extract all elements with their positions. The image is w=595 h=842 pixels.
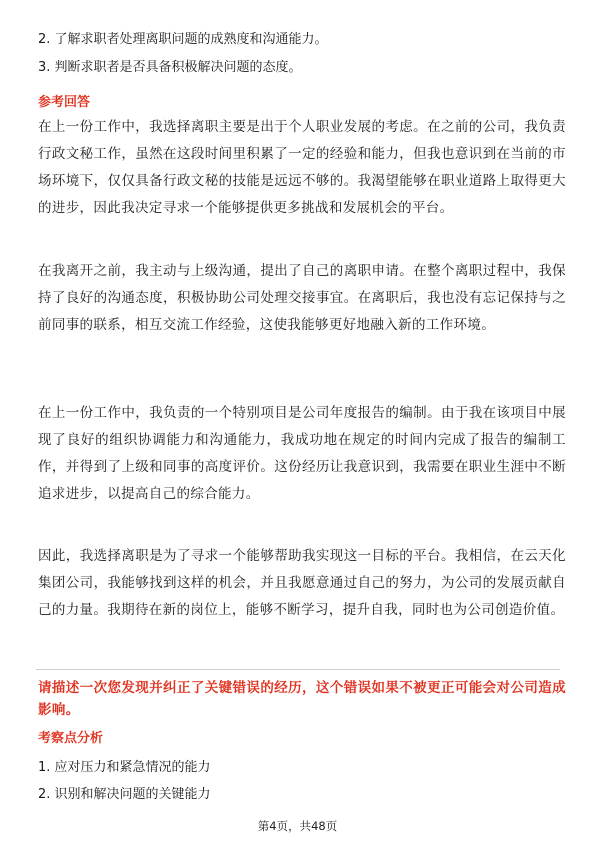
list-item: 2. 了解求职者处理离职问题的成熟度和沟通能力。: [38, 32, 328, 47]
divider: [36, 669, 560, 670]
answer-paragraph: 因此，我选择离职是为了寻求一个能够帮助我实现这一目标的平台。我相信，在云天化集团公司，我能够找到这样的机会，并且我愿意通过自己的努力，为公司的发展贡献自己的力量。我期待在新的岗位上，能够不断学习，提升自我，同时也为公司创造价值。: [38, 548, 566, 618]
section-heading-reference-answer: 参考回答: [38, 95, 91, 110]
answer-paragraph: 在上一份工作中，我负责的一个特别项目是公司年度报告的编制。由于我在该项目中展现了良好的组织协调能力和沟通能力，我成功地在规定的时间内完成了报告的编制工作，并得到了上级和同事的高度评价。这份经历让我意识到，我需要在职业生涯中不断追求进步，以提高自己的综合能力。: [38, 405, 566, 502]
list-item: 2. 识别和解决问题的关键能力: [38, 787, 211, 802]
list-item: 3. 判断求职者是否具备积极解决问题的态度。: [38, 60, 302, 75]
answer-paragraph: 在上一份工作中，我选择离职主要是出于个人职业发展的考虑。在之前的公司，我负责行政文秘工作，虽然在这段时间里积累了一定的经验和能力，但我也意识到在当前的市场环境下，仅仅具备行政文秘的技能是远远不够的。我渴望能够在职业道路上取得更大的进步，因此我决定寻求一个能够提供更多挑战和发展机会的平台。: [38, 119, 566, 216]
answer-paragraph: 在我离开之前，我主动与上级沟通，提出了自己的离职申请。在整个离职过程中，我保持了良好的沟通态度，积极协助公司处理交接事宜。在离职后，我也没有忘记保持与之前同事的联系，相互交流工作经验，这使我能够更好地融入新的工作环境。: [38, 263, 566, 333]
question-heading: 请描述一次您发现并纠正了关键错误的经历，这个错误如果不被更正可能会对公司造成影响。: [38, 680, 566, 718]
page-number: 第4页，共48页: [257, 819, 338, 833]
section-heading-analysis: 考察点分析: [38, 731, 104, 746]
list-item: 1. 应对压力和紧急情况的能力: [38, 760, 211, 775]
